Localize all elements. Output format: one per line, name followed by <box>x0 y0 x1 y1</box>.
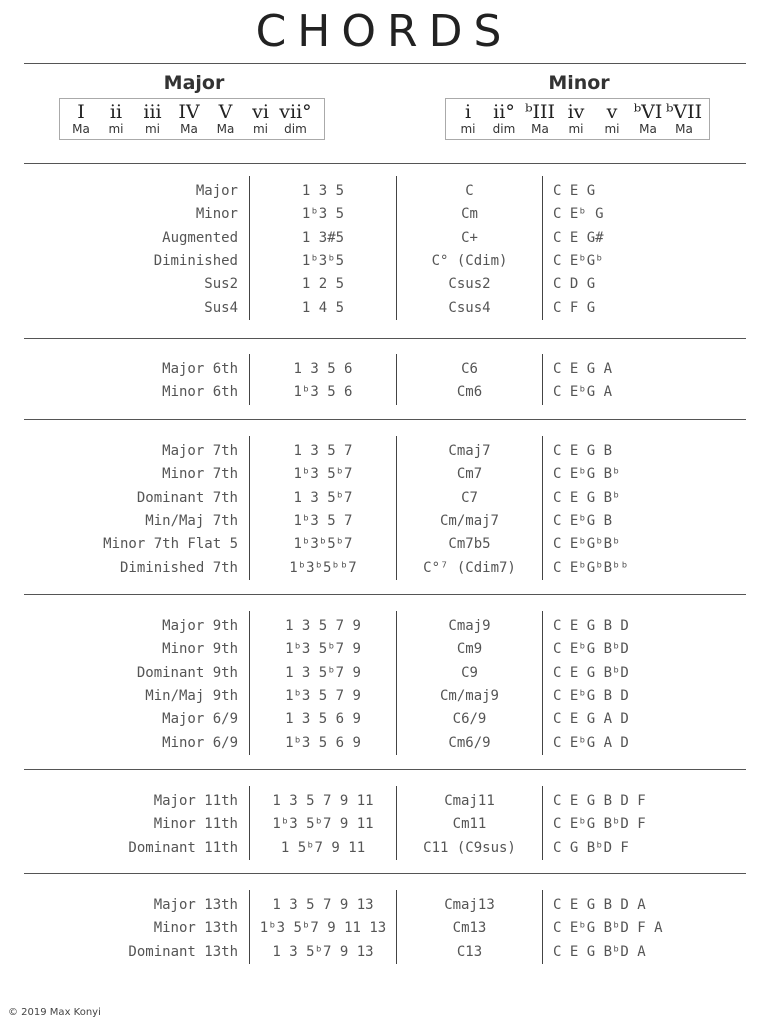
chord-intervals: 1ᵇ3 5ᵇ7 9 11 13 <box>259 920 387 937</box>
chord-row <box>24 227 746 250</box>
chord-row <box>24 510 746 533</box>
degree-numeral: iv <box>567 101 585 123</box>
degree-numeral: iii <box>143 101 162 123</box>
scale-degree <box>98 99 134 139</box>
chord-notes: C Eᵇ G <box>553 206 604 223</box>
chord-section <box>24 890 746 964</box>
chord-name: Diminished 7th <box>119 559 238 576</box>
degree-quality: Ma <box>72 122 90 136</box>
chord-section <box>24 611 746 755</box>
chord-intervals: 1ᵇ3 5ᵇ7 9 11 <box>272 816 374 833</box>
chord-symbol: Cm/maj7 <box>439 512 499 529</box>
chord-intervals: 1ᵇ3 5 <box>301 206 345 223</box>
chord-symbol: Csus2 <box>448 276 491 293</box>
chord-symbol: Cm7 <box>456 466 483 483</box>
chord-symbol: Cmaj13 <box>444 897 495 913</box>
chord-intervals: 1ᵇ3 5 6 9 <box>285 734 361 751</box>
chord-notes: C EᵇG Bᵇ <box>553 466 621 483</box>
chord-notes: C G BᵇD F <box>553 839 629 856</box>
divider <box>24 419 746 420</box>
degree-quality: dim <box>492 122 516 136</box>
scale-degree <box>630 99 666 139</box>
major-scale-title: Major <box>163 72 225 94</box>
scale-degree <box>134 99 171 139</box>
chord-intervals: 1 3 5ᵇ7 <box>293 489 353 506</box>
chord-name: Minor 13th <box>153 920 238 937</box>
chord-notes: C EᵇG BᵇD <box>553 641 629 658</box>
chord-name: Dominant 13th <box>128 943 238 960</box>
chord-section <box>24 176 746 320</box>
chord-row <box>24 638 746 661</box>
chord-row <box>24 381 746 404</box>
degree-quality: Ma <box>639 122 657 136</box>
chord-symbol: C6 <box>461 361 478 377</box>
chord-section <box>24 436 746 580</box>
chord-symbol: Cm6/9 <box>448 734 491 751</box>
chord-row <box>24 203 746 226</box>
chord-symbol: Cm <box>461 206 478 223</box>
chord-row <box>24 685 746 708</box>
chord-symbol: C°⁷ (Cdim7) <box>423 559 516 576</box>
chord-notes: C E G Bᵇ <box>553 489 621 506</box>
chord-row <box>24 941 746 964</box>
chord-symbol: Cm13 <box>452 920 487 937</box>
chord-name: Major 6/9 <box>162 711 238 728</box>
chord-row <box>24 358 746 381</box>
chord-notes: C E G B <box>553 443 613 459</box>
chord-row <box>24 250 746 273</box>
degree-quality: Ma <box>531 122 549 136</box>
degree-numeral: I <box>77 101 85 123</box>
chord-row <box>24 297 746 320</box>
chord-intervals: 1 3 5 6 <box>293 361 353 377</box>
degree-numeral: v <box>606 101 618 123</box>
chord-intervals: 1 3 5 6 9 <box>285 711 361 728</box>
chord-intervals: 1 3 5 7 9 <box>285 618 361 634</box>
chord-symbol: Cm/maj9 <box>439 687 499 704</box>
chord-intervals: 1ᵇ3 5ᵇ7 <box>293 466 353 483</box>
chord-row <box>24 463 746 486</box>
chord-intervals: 1ᵇ3 5ᵇ7 9 <box>285 641 361 658</box>
chord-name: Sus4 <box>204 299 238 316</box>
scale-degree <box>558 99 594 139</box>
chord-intervals: 1 3 5ᵇ7 9 13 <box>272 943 374 960</box>
copyright: © 2019 Max Konyi <box>8 1007 101 1018</box>
chord-notes: C EᵇGᵇBᵇ <box>553 536 621 553</box>
scale-degree <box>277 99 314 139</box>
chord-notes: C E G <box>553 183 596 199</box>
degree-quality: mi <box>252 122 269 136</box>
degree-numeral: ii <box>109 101 123 123</box>
chord-row <box>24 557 746 580</box>
divider <box>24 594 746 595</box>
divider <box>24 163 746 164</box>
chord-name: Augmented <box>162 229 238 246</box>
chord-intervals: 1 3 5ᵇ7 9 <box>285 664 361 681</box>
chord-symbol: C13 <box>456 943 483 960</box>
chord-row <box>24 533 746 556</box>
chord-row <box>24 813 746 836</box>
degree-numeral: i <box>464 101 472 123</box>
chord-intervals: 1ᵇ3 5 7 <box>293 512 353 529</box>
degree-quality: mi <box>460 122 476 136</box>
scale-degree <box>594 99 630 139</box>
chord-notes: C EᵇG BᵇD F A <box>553 920 663 937</box>
scale-degree <box>450 99 486 139</box>
degree-quality: Ma <box>216 122 235 136</box>
chord-notes: C E G A <box>553 361 613 377</box>
degree-numeral: ᵇVI <box>633 101 663 123</box>
divider <box>24 338 746 339</box>
chord-name: Minor 11th <box>153 816 238 833</box>
chord-symbol: C7 <box>461 489 478 506</box>
chord-symbol: Cmaj9 <box>448 618 491 634</box>
chord-section <box>24 354 746 405</box>
page-title: CHORDS <box>255 6 513 57</box>
chord-intervals: 1 3 5 7 9 13 <box>272 897 374 913</box>
chord-intervals: 1 3 5 7 <box>293 443 353 459</box>
chord-name: Major 6th <box>162 361 238 377</box>
scale-degree <box>486 99 522 139</box>
chord-symbol: C <box>465 183 474 199</box>
minor-scale-title: Minor <box>548 72 610 94</box>
chord-notes: C E G B D F <box>553 793 646 809</box>
degree-numeral: ii° <box>493 101 515 123</box>
minor-scale-degrees <box>445 98 710 140</box>
chord-notes: C F G <box>553 299 596 316</box>
chord-intervals: 1 3 5 7 9 11 <box>272 793 374 809</box>
chord-row <box>24 708 746 731</box>
chord-notes: C EᵇG BᵇD F <box>553 816 646 833</box>
scale-degree <box>522 99 558 139</box>
chord-intervals: 1ᵇ3ᵇ5ᵇ7 <box>293 536 353 553</box>
chord-name: Major 11th <box>153 793 238 809</box>
chord-notes: C EᵇG B <box>553 512 613 529</box>
chord-intervals: 1 2 5 <box>301 276 345 293</box>
chord-notes: C E G# <box>553 229 604 246</box>
chord-row <box>24 440 746 463</box>
chord-symbol: Cmaj11 <box>444 793 495 809</box>
chord-name: Dominant 7th <box>136 489 238 506</box>
chord-symbol: C° (Cdim) <box>431 252 508 269</box>
chord-intervals: 1ᵇ3ᵇ5 <box>301 252 345 269</box>
chord-row <box>24 894 746 917</box>
chord-notes: C EᵇG A D <box>553 734 629 751</box>
chord-symbol: C9 <box>461 664 478 681</box>
major-scale-degrees <box>59 98 325 140</box>
degree-quality: dim <box>284 122 307 136</box>
chord-notes: C E G BᵇD A <box>553 943 646 960</box>
chord-symbol: Cm7b5 <box>448 536 491 553</box>
degree-quality: mi <box>108 122 124 136</box>
divider <box>24 873 746 874</box>
chord-intervals: 1ᵇ3ᵇ5ᵇᵇ7 <box>289 559 357 576</box>
chord-notes: C EᵇGᵇ <box>553 252 604 269</box>
divider <box>24 63 746 64</box>
chord-row <box>24 732 746 755</box>
chord-symbol: Cmaj7 <box>448 443 491 459</box>
chord-row <box>24 917 746 940</box>
chord-row <box>24 615 746 638</box>
chord-intervals: 1ᵇ3 5 6 <box>293 384 353 401</box>
chord-intervals: 1 3#5 <box>301 229 345 246</box>
degree-numeral: V <box>218 101 233 123</box>
degree-numeral: ᵇIII <box>524 101 556 123</box>
chord-name: Major <box>195 183 238 199</box>
chord-intervals: 1ᵇ3 5 7 9 <box>285 687 361 704</box>
chord-notes: C EᵇG A <box>553 384 613 401</box>
degree-numeral: ᵇVII <box>665 101 703 123</box>
chord-notes: C E G B D A <box>553 897 646 913</box>
chord-intervals: 1 4 5 <box>301 299 345 316</box>
chord-name: Dominant 9th <box>136 664 238 681</box>
scale-degree <box>244 99 277 139</box>
chord-row <box>24 180 746 203</box>
chord-row <box>24 790 746 813</box>
chord-intervals: 1 5ᵇ7 9 11 <box>280 839 366 856</box>
chord-row <box>24 837 746 860</box>
degree-quality: mi <box>144 122 161 136</box>
divider <box>24 769 746 770</box>
chord-name: Major 9th <box>162 618 238 634</box>
degree-numeral: IV <box>178 101 200 123</box>
degree-quality: Ma <box>180 122 198 136</box>
chord-symbol: Csus4 <box>448 299 491 316</box>
chord-notes: C D G <box>553 276 596 293</box>
chord-notes: C EᵇG B D <box>553 687 629 704</box>
chord-symbol: Cm9 <box>456 641 483 658</box>
chord-name: Minor 6th <box>162 384 238 401</box>
degree-numeral: vii° <box>279 101 312 123</box>
chord-symbol: C6/9 <box>452 711 487 728</box>
chord-name: Min/Maj 9th <box>145 687 238 704</box>
degree-numeral: vi <box>252 101 269 123</box>
chord-notes: C EᵇGᵇBᵇᵇ <box>553 559 629 576</box>
chord-name: Diminished <box>153 252 238 269</box>
chord-name: Minor 9th <box>162 641 238 658</box>
scale-degree <box>64 99 98 139</box>
chord-name: Minor 6/9 <box>162 734 238 751</box>
chord-notes: C E G A D <box>553 711 629 728</box>
chord-section <box>24 786 746 860</box>
chord-name: Minor <box>195 206 238 223</box>
scale-degree <box>666 99 702 139</box>
chord-name: Dominant 11th <box>128 839 238 856</box>
chord-name: Major 13th <box>153 897 238 913</box>
chord-symbol: C11 (C9sus) <box>423 839 516 856</box>
chord-row <box>24 487 746 510</box>
scale-degree <box>171 99 207 139</box>
chord-name: Minor 7th <box>162 466 238 483</box>
chord-name: Minor 7th Flat 5 <box>103 536 238 553</box>
degree-quality: mi <box>604 122 620 136</box>
chord-intervals: 1 3 5 <box>301 183 345 199</box>
chord-symbol: Cm6 <box>456 384 483 401</box>
chord-symbol: C+ <box>461 229 478 246</box>
chord-notes: C E G BᵇD <box>553 664 629 681</box>
degree-quality: mi <box>568 122 584 136</box>
chord-name: Sus2 <box>204 276 238 293</box>
chord-row <box>24 273 746 296</box>
scale-degree <box>207 99 244 139</box>
chord-notes: C E G B D <box>553 618 629 634</box>
chord-row <box>24 662 746 685</box>
chord-name: Min/Maj 7th <box>145 512 238 529</box>
chord-symbol: Cm11 <box>452 816 487 833</box>
chord-name: Major 7th <box>162 443 238 459</box>
degree-quality: Ma <box>675 122 693 136</box>
